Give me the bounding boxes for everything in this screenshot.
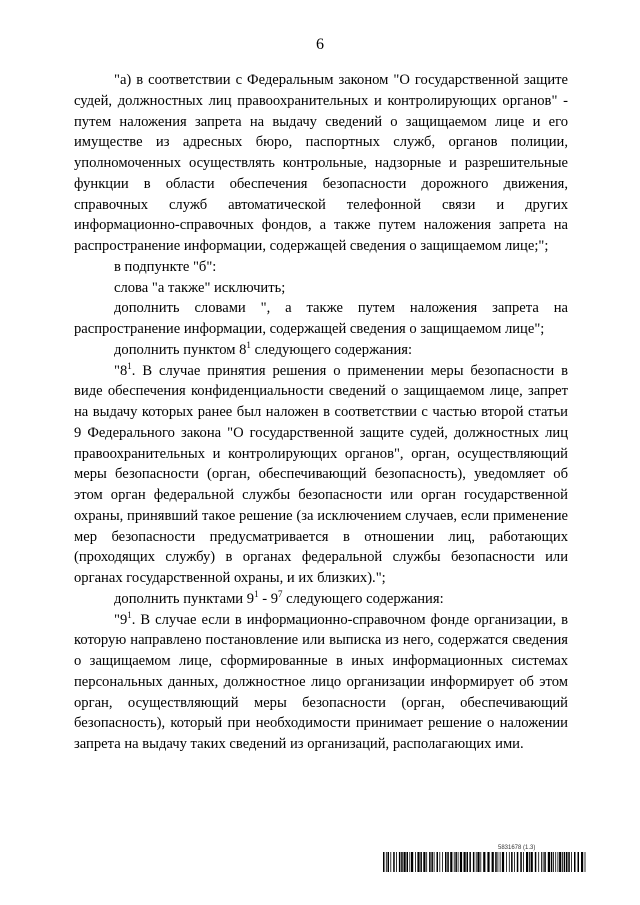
- page-number: 6: [316, 36, 324, 53]
- paragraph-point-9-1: "$9^1$. В случае если в информационно-справочном фонде организации, в которую направлено постановление или выписка из него, содержатся сведения о защищаемом лице, сформированные в иных информационных системах персональных данных, должностное лицо организации информирует об этом орган, осуществляющий меры безопасности (орган, обеспечивающий безопасность), который при необходимости принимает решение о наложении запрета на выдачу таких сведений из организаций, располагающих ими.: [74, 609, 568, 752]
- document-body: [74, 70, 568, 755]
- paragraph-point-8-1: "$8^1$. В случае принятия решения о применении меры безопасности в виде обеспечения конфиденциальности сведений о защищаемом лице, запрет на выдачу которых ранее был наложен в соответствии с частью второй статьи 9 Федерального закона "О государственной защите судей, должностных лиц правоохранительных и контролирующих органов", орган, осуществляющий меры безопасности (орган, обеспечивающий безопасность), уведомляет об этом орган федеральной службы безопасности или орган государственной охраны, принявший такое решение (за исключением случаев, если применение мер безопасности предусматривается в отношении лиц, работающих (проходящих службу) в органах федеральной службы безопасности или органах государственной охраны, и их близких).";: [74, 360, 568, 586]
- paragraph-add-point-8-1: дополнить пунктом $8^1$ следующего содержания:: [114, 339, 413, 358]
- barcode: [383, 852, 588, 872]
- paragraph-subclause-b: в подпункте "б":: [114, 258, 217, 275]
- paragraph-add-words: дополнить словами ", а также путем наложения запрета на распространение информации, содержащей сведения о защищаемом лице";: [74, 300, 568, 337]
- paragraph-clause-a: "а) в соответствии с Федеральным законом "О государственной защите судей, должностных лиц правоохранительных и контролирующих органов" - путем наложения запрета на выдачу сведений о защищаемом лице и его имуществе из адресных бюро, паспортных служб, органов полиции, уполномоченных осуществлять контрольные, надзорные и разрешительные функции в области обеспечения безопасности дорожного движения, справочных служб автоматической телефонной связи и других информационно-справочных фондов, а также путем наложения запрета на распространение информации, содержащей сведения о защищаемом лице;";: [74, 72, 568, 254]
- paragraph-exclude-words: слова "а также" исключить;: [114, 279, 286, 296]
- paragraph-add-points-9: дополнить пунктами $9^1 - 9^7$ следующего содержания:: [114, 588, 444, 607]
- document-code: 5831678 (1.3): [498, 845, 536, 851]
